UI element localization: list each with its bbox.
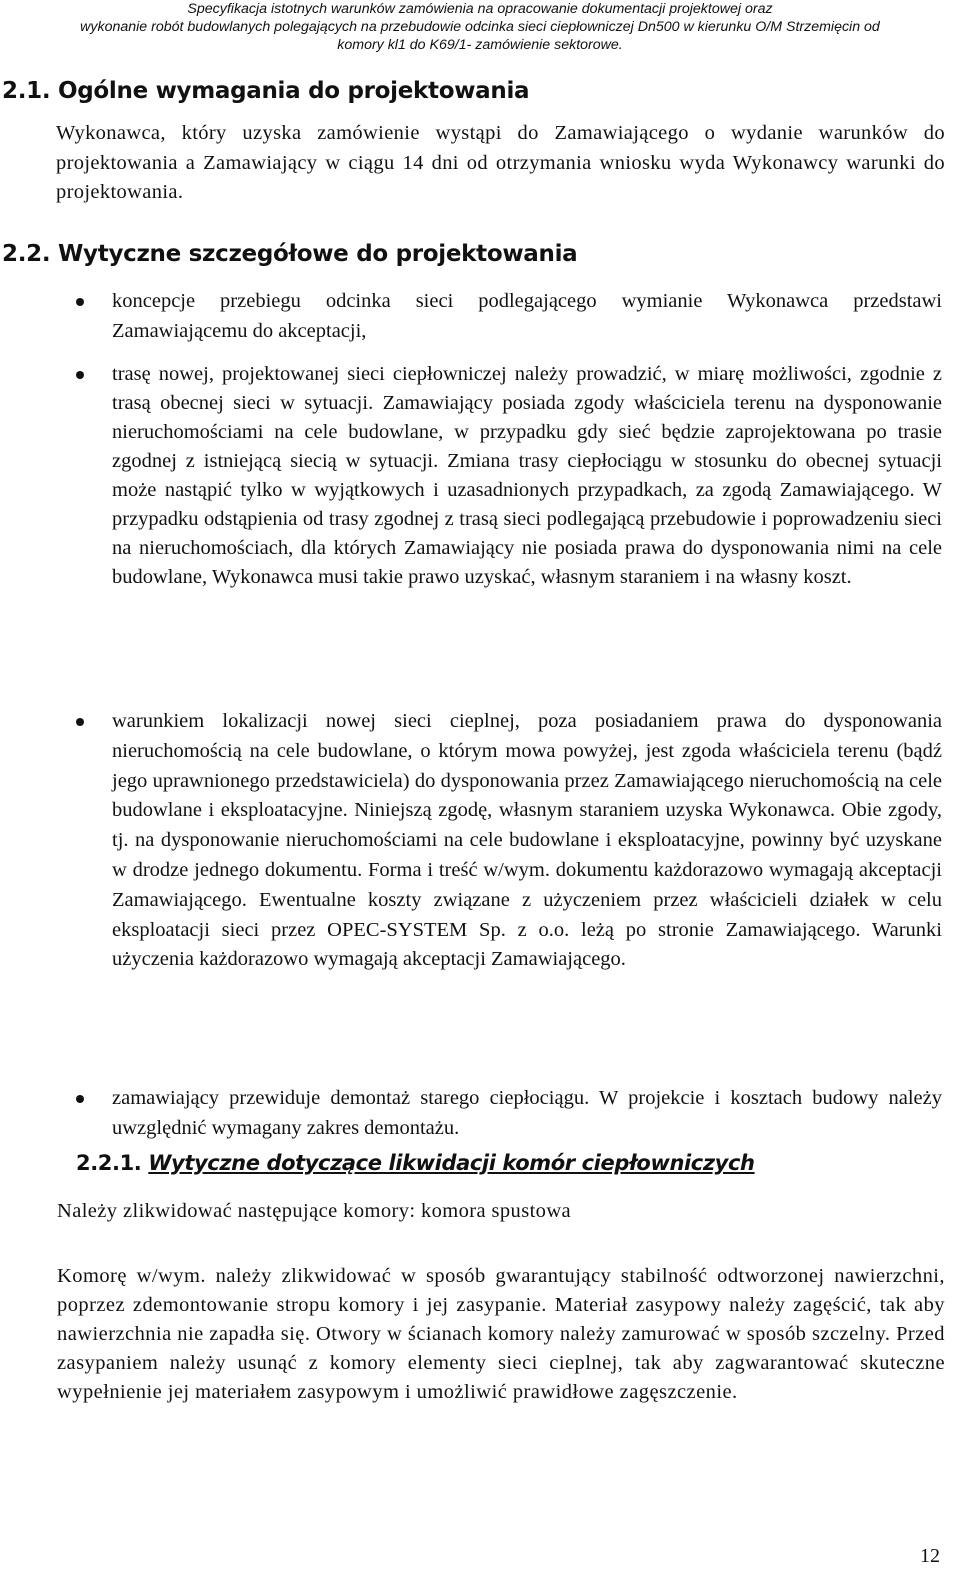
chambers-intro: Należy zlikwidować następujące komory: komora spustowa (57, 1200, 572, 1222)
section-heading-2-1: 2.1. Ogólne wymagania do projektowania (2, 78, 530, 104)
running-header (0, 0, 960, 54)
bullet-text: zamawiający przewiduje demontaż starego ciepłociągu. W projekcie i kosztach budowy należy uwzględnić wymagany zakres demontażu. (112, 1087, 942, 1139)
chambers-paragraph: Komorę w/wym. należy zlikwidować w sposób gwarantujący stabilność odtworzonej nawierzchni, poprzez zdemontowanie stropu komory i jej zasypanie. Materiał zasypowy należy zagęścić, tak aby nawierzchnia nie zapadła się. Otwory w ścianach komory należy zamurować w sposób szczelny. Przed zasypaniem należy usunąć z komory elementy sieci cieplnej, tak aby zagwarantować skuteczne wypełnienie jej materiałem zasypowym i umożliwić prawidłowe zagęszczenie. (57, 1265, 945, 1403)
section-number: 2.2.1. (76, 1151, 142, 1175)
section-heading-2-2: 2.2. Wytyczne szczegółowe do projektowania (2, 241, 578, 267)
bullet-icon (76, 718, 84, 726)
header-line-2: wykonanie robót budowlanych polegających na przebudowie odcinka sieci ciepłowniczej Dn500 w kierunku O/M Strzemięcin od (80, 19, 880, 35)
section-title: Wytyczne dotyczące likwidacji komór ciepłowniczych (148, 1151, 755, 1175)
bullet-icon (76, 298, 84, 306)
section-2-1-paragraph: Wykonawca, który uzyska zamówienie wystąpi do Zamawiającego o wydanie warunków do projektowania a Zamawiający w ciągu 14 dni od otrzymania wniosku wyda Wykonawcy warunki do projektowania. (56, 122, 945, 203)
header-line-1: Specyfikacja istotnych warunków zamówienia na opracowanie dokumentacji projektowej oraz (187, 1, 773, 17)
bullet-text: trasę nowej, projektowanej sieci ciepłowniczej należy prowadzić, w miarę możliwości, zgodnie z trasą obecnej sieci w sytuacji. Zamawiający posiada zgody właściciela terenu na dysponowanie nieruchomościami na cele budowlane, w przypadku gdy sieć będzie zaprojektowana po trasie zgodnej z istniejącą siecią w sytuacji. Zmiana trasy ciepłociągu w stosunku do obecnej sytuacji może nastąpić tylko w wyjątkowych i uzasadnionych przypadkach, za zgodą Zamawiającego. W przypadku odstąpienia od trasy zgodnej z trasą sieci podlegającą przebudowie i poprowadzeniu sieci na nieruchomościach, dla których Zamawiający nie posiada prawa do dysponowania nimi na cele budowlane, Wykonawca musi takie prawo uzyskać, własnym staraniem i na własny koszt. (112, 363, 942, 588)
page-number: 12 (920, 1545, 940, 1567)
bullet-icon (76, 371, 84, 379)
bullet-text: warunkiem lokalizacji nowej sieci cieplnej, poza posiadaniem prawa do dysponowania nieruchomością na cele budowlane, o którym mowa powyżej, jest zgoda właściciela terenu (bądź jego uprawnionego przedstawiciela) do dysponowania przez Zamawiającego nieruchomością na cele budowlane i eksploatacyjne. Niniejszą zgodę, własnym staraniem uzyska Wykonawca. Obie zgody, tj. na dysponowanie nieruchomościami na cele budowlane i eksploatacyjne, powinny być uzyskane w drodze jednego dokumentu. Forma i treść w/wym. dokumentu każdorazowo wymagają akceptacji Zamawiającego. Ewentualne koszty związane z użyczeniem przez właścicieli działek w celu eksploatacji sieci przez OPEC-SYSTEM Sp. z o.o. leżą po stronie Zamawiającego. Warunki użyczenia każdorazowo wymagają akceptacji Zamawiającego. (112, 710, 942, 971)
section-heading-2-2-1 (76, 1151, 755, 1175)
header-line-3: komory kl1 do K69/1- zamówienie sektorowe. (337, 37, 623, 53)
bullet-text: koncepcje przebiegu odcinka sieci podlegającego wymianie Wykonawca przedstawi Zamawiającemu do akceptacji, (112, 290, 942, 342)
bullet-icon (76, 1095, 84, 1103)
